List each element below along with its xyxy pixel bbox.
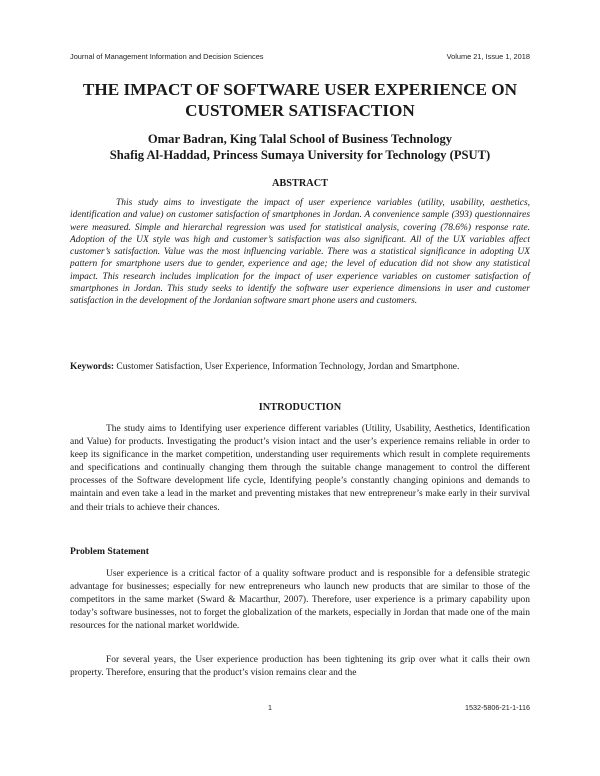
journal-name: Journal of Management Information and Decision Sciences: [70, 52, 264, 61]
paper-title: THE IMPACT OF SOFTWARE USER EXPERIENCE ON CUSTOMER SATISFACTION: [82, 80, 518, 120]
introduction-paragraph: The study aims to Identifying user experience different variables (Utility, Usability, Aesthetics, Identification and Value) for products. Investigating the product’s vision intact and the user’s experience remains reliable in order to keep its significance in the market competition, understanding user requirements which result in complete requirements and specifications and continually changing them through the suitable change management to control the different processes of the Software development life cycle, Identifying people’s constantly changing opinions and demands to maintain and even take a lead in the market and preventing mistakes that new entrepreneur’s make early in their survival and their trials to achieve their chances.: [70, 424, 530, 513]
keywords-label: Keywords:: [70, 362, 115, 372]
keywords: [70, 361, 530, 374]
problem-paragraph-1: User experience is a critical factor of a quality software product and is responsible for a defensible strategic advantage for businesses; especially for new entrepreneurs who launch new products that are similar to those of the competitors in the same market (Sward & Macarthur, 2007). Therefore, user experience is a primary capability upon today’s software businesses, not to forget the globalization of the markets, especially in Jordan that made one of the main resources for the national market worldwide.: [70, 569, 530, 632]
abstract-text: This study aims to investigate the impact of user experience variables (utility, usability, aesthetics, identification and value) on customer satisfaction of smartphones in Jordan. A convenience sample (393) questionnaires were measured. Simple and hierarchal regression was used for statistical analysis, covering (78.6%) response rate. Adoption of the UX style was high and customer’s satisfaction was also significant. All of the UX variables affect customer’s satisfaction. Value was the most influencing variable. There was a statistical significance in adopting UX pattern for smartphone users due to gender, experience and age; the level of education did not show any statistical impact. This research includes implication for the impact of user experience variables on customer satisfaction of smartphones in Jordan. This study seeks to identify the software user experience dimensions in user and customer satisfaction in the development of the Jordanian software smart phone users and customers.: [70, 198, 530, 306]
keywords-text: Customer Satisfaction, User Experience, Information Technology, Jordan and Smartphone.: [114, 362, 460, 372]
author-2: Shafig Al-Haddad, Princess Sumaya University for Technology (PSUT): [109, 148, 491, 162]
problem-paragraph-2: For several years, the User experience production has been tightening its grip over what it calls their own property. Therefore, ensuring that the product’s vision remains clear and the: [70, 655, 530, 679]
article-code: 1532-5806-21-1-116: [464, 703, 530, 712]
problem-statement-heading: Problem Statement: [70, 546, 149, 557]
volume-issue: Volume 21, Issue 1, 2018: [446, 52, 530, 61]
introduction-heading: INTRODUCTION: [258, 402, 342, 413]
page-number: 1: [268, 703, 272, 712]
running-header: [70, 52, 530, 61]
author-1: Omar Badran, King Talal School of Business Technology: [147, 132, 453, 146]
author-block: [60, 131, 540, 163]
abstract-heading: ABSTRACT: [271, 178, 329, 189]
